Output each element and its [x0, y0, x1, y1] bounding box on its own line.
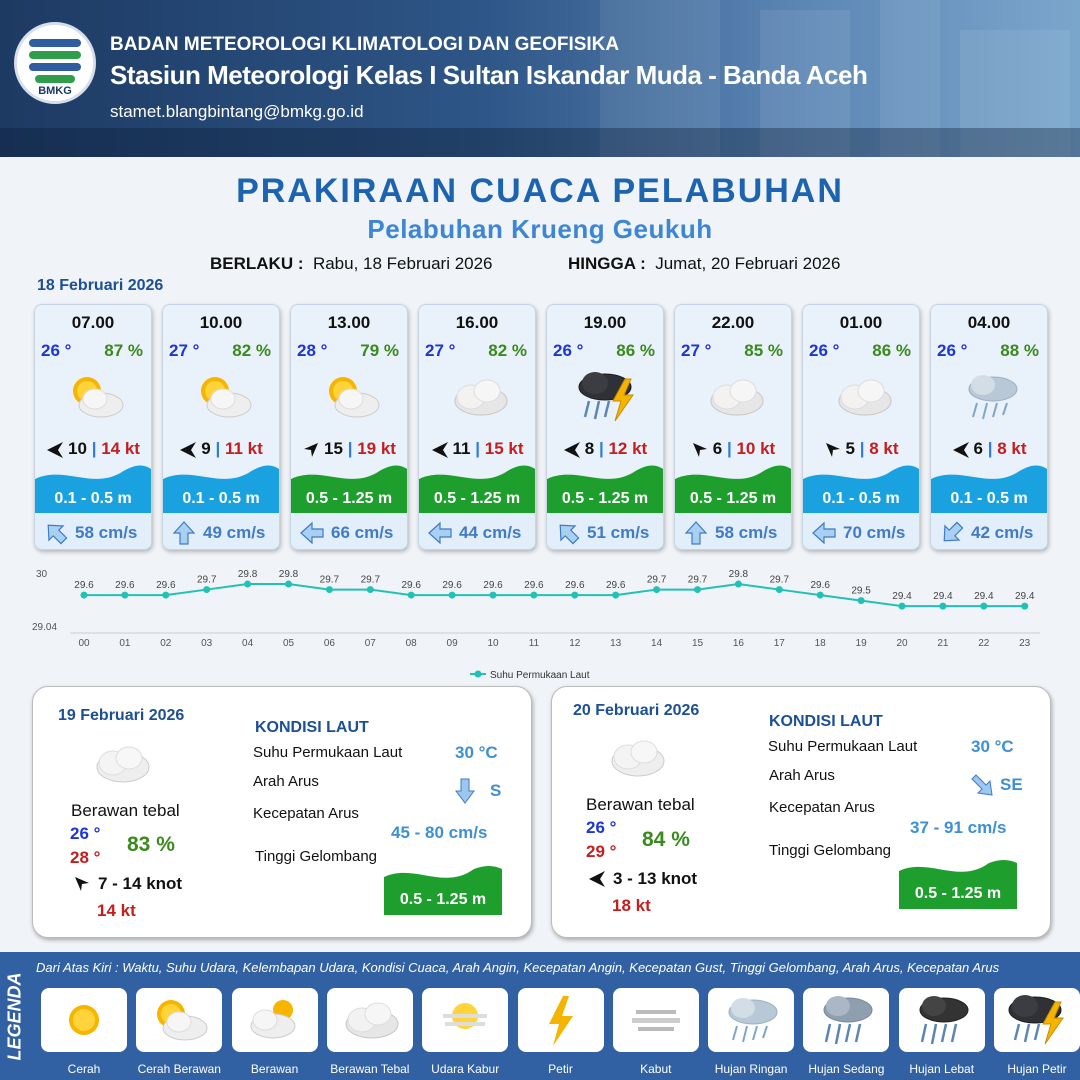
sst-point [817, 592, 824, 599]
legend-item [136, 988, 222, 1052]
x-tick-label: 22 [978, 638, 990, 649]
legend-item [994, 988, 1080, 1052]
card-weather [959, 369, 1023, 425]
card-humidity: 79 % [360, 341, 399, 360]
sst-point [530, 592, 537, 599]
day3-panel [551, 686, 1051, 938]
day3-current-dir: SE [1000, 775, 1023, 794]
legend-item [422, 988, 508, 1052]
partly-cloudy-icon [191, 369, 255, 425]
sunny-icon [52, 992, 116, 1048]
sst-data-label: 29.6 [401, 580, 421, 592]
card-temperature: 27 ° [425, 341, 456, 360]
current-arrow-icon [43, 521, 69, 545]
card-current [803, 513, 919, 550]
separator: | [91, 439, 97, 458]
chart-legend-label: Suhu Permukaan Laut [490, 670, 590, 681]
sst-data-label: 29.4 [974, 591, 994, 603]
current-arrow-icon [555, 521, 581, 545]
day3-wave-label: Tinggi Gelombang [769, 842, 892, 859]
card-current [419, 513, 535, 550]
card-humidity: 88 % [1000, 341, 1039, 360]
sst-point [408, 592, 415, 599]
thunderstorm-icon [1005, 992, 1069, 1048]
x-tick-label: 04 [242, 638, 254, 649]
card-temperature: 28 ° [297, 341, 328, 360]
forecast-card [162, 304, 280, 550]
light-rain-icon [719, 992, 783, 1048]
current-arrow-icon [939, 521, 965, 545]
wind-arrow-icon [73, 875, 91, 893]
card-current [931, 513, 1047, 550]
card-wave-height: 0.1 - 0.5 m [54, 490, 132, 507]
card-time: 19.00 [583, 313, 627, 332]
day3-tmin: 26 ° [586, 818, 617, 837]
legend-item-label: Hujan Ringan [714, 1062, 788, 1076]
wind-gust: 14 kt [101, 439, 140, 458]
separator: | [347, 439, 353, 458]
separator: | [726, 439, 732, 458]
wind-speed: 10 [68, 439, 87, 458]
separator: | [859, 439, 865, 458]
heavy-rain-icon [910, 992, 974, 1048]
header-banner [0, 0, 1080, 157]
legend-item [232, 988, 318, 1052]
card-temperature: 27 ° [169, 341, 200, 360]
card-humidity: 82 % [488, 341, 527, 360]
legend-item [899, 988, 985, 1052]
port-name: Pelabuhan Krueng Geukuh [367, 214, 713, 244]
valid-until: HINGGA : Jumat, 20 Februari 2026 [568, 254, 841, 273]
card-wind [931, 439, 1047, 459]
x-tick-label: 20 [896, 638, 908, 649]
card-wind [547, 439, 663, 459]
card-weather [831, 369, 895, 425]
card-current [163, 513, 279, 550]
x-tick-label: 13 [610, 638, 622, 649]
day3-tmax: 29 ° [586, 842, 617, 861]
card-wave-height: 0.1 - 0.5 m [950, 490, 1028, 507]
wind-speed: 6 [973, 439, 983, 458]
day2-tmax: 28 ° [70, 848, 101, 867]
card-wind [35, 439, 151, 459]
card-temperature: 27 ° [681, 341, 712, 360]
card-wind [419, 439, 535, 459]
sst-point [121, 592, 128, 599]
current-arrow-icon [968, 771, 996, 799]
agency-name: BADAN METEOROLOGI KLIMATOLOGI DAN GEOFISIKA [110, 34, 620, 55]
card-wave-height: 0.5 - 1.25 m [561, 490, 649, 507]
card-time: 16.00 [455, 313, 499, 332]
day2-current-speed: 45 - 80 cm/s [391, 823, 488, 842]
haze-icon [433, 992, 497, 1048]
sst-data-label: 29.8 [237, 569, 258, 581]
card-time: 10.00 [199, 313, 243, 332]
partly-cloudy-icon [147, 992, 211, 1048]
forecast-card [546, 304, 664, 550]
sst-data-label: 29.6 [156, 580, 176, 592]
sst-data-label: 29.6 [605, 580, 626, 592]
sst-point [939, 603, 946, 610]
wind-arrow-icon [691, 441, 709, 459]
card-weather [191, 369, 255, 425]
x-tick-label: 01 [119, 638, 131, 649]
sst-point [899, 603, 906, 610]
sst-point [244, 581, 251, 588]
wind-arrow-icon [302, 441, 320, 459]
thunderstorm-icon [575, 369, 639, 425]
day2-sst-label: Suhu Permukaan Laut [253, 744, 403, 761]
legend-title: LEGENDA [4, 972, 25, 1061]
x-tick-label: 17 [773, 638, 785, 649]
day3-wave: 0.5 - 1.25 m [914, 885, 1002, 902]
moderate-rain-icon [814, 992, 878, 1048]
y-tick-label: 30 [36, 569, 48, 580]
sea-surface-temperature-chart [30, 563, 1060, 683]
separator: | [475, 439, 480, 458]
card-temperature: 26 ° [937, 341, 968, 360]
current-arrow-icon [427, 521, 453, 545]
day2-wind: 7 - 14 knot [98, 874, 183, 893]
wind-arrow-icon [46, 441, 64, 459]
x-tick-label: 09 [446, 638, 458, 649]
wind-gust: 8 kt [997, 439, 1027, 458]
card-weather [575, 369, 639, 425]
x-tick-label: 03 [201, 638, 213, 649]
card-weather [447, 369, 511, 425]
card-wave-height: 0.5 - 1.25 m [433, 490, 521, 507]
x-tick-label: 21 [937, 638, 949, 649]
day2-wave: 0.5 - 1.25 m [399, 891, 487, 908]
current-speed: 58 cm/s [715, 523, 778, 542]
station-email[interactable]: stamet.blangbintang@bmkg.go.id [110, 102, 364, 121]
day3-date: 20 Februari 2026 [573, 702, 700, 719]
x-tick-label: 02 [160, 638, 172, 649]
sst-point [776, 586, 783, 593]
sst-data-label: 29.6 [74, 580, 94, 592]
current-arrow-icon [683, 521, 709, 545]
legend-item [708, 988, 794, 1052]
day2-weather: Berawan tebal [71, 801, 180, 820]
sst-point [694, 586, 701, 593]
sst-data-label: 29.7 [687, 574, 708, 586]
day2-date: 19 Februari 2026 [58, 707, 185, 724]
light-rain-icon [959, 369, 1023, 425]
x-tick-label: 05 [282, 638, 295, 649]
sst-line [84, 584, 1025, 606]
sst-point [449, 592, 456, 599]
sst-point [858, 597, 865, 604]
x-tick-label: 11 [528, 638, 540, 649]
wind-speed: 6 [712, 439, 723, 458]
x-tick-label: 19 [855, 638, 867, 649]
current-speed: 51 cm/s [587, 523, 650, 542]
day3-sst-label: Suhu Permukaan Laut [768, 738, 918, 755]
sst-data-label: 29.8 [728, 569, 749, 581]
card-humidity: 82 % [232, 341, 271, 360]
legend-item [41, 988, 127, 1052]
forecast-card [418, 304, 536, 550]
legend-item-label: Cerah Berawan [137, 1062, 221, 1076]
separator: | [987, 439, 993, 458]
day3-gust: 18 kt [612, 896, 651, 915]
x-tick-label: 08 [405, 638, 417, 649]
sst-data-label: 29.5 [851, 585, 871, 597]
station-name: Stasiun Meteorologi Kelas I Sultan Iskandar Muda - Banda Aceh [110, 60, 868, 90]
legend-item-label: Petir [548, 1062, 573, 1076]
sst-data-label: 29.7 [360, 574, 381, 586]
heavy-cloud-icon [338, 992, 402, 1048]
sst-point [735, 581, 742, 588]
x-tick-label: 07 [364, 638, 376, 649]
day3-humidity: 84 % [642, 828, 690, 851]
sst-data-label: 29.6 [483, 580, 503, 592]
sst-data-label: 29.6 [115, 580, 135, 592]
current-speed: 58 cm/s [75, 523, 138, 542]
sst-point [326, 586, 333, 593]
day2-sea-title: KONDISI LAUT [255, 719, 369, 736]
day2-gust: 14 kt [97, 901, 136, 920]
card-current [675, 513, 791, 550]
legend-note: Dari Atas Kiri : Waktu, Suhu Udara, Kelembapan Udara, Kondisi Cuaca, Arah Angin, Kecepatan Angin, Kecepatan Gust, Tinggi Gelombang, Arah Arus, Kecepatan Arus [36, 960, 1000, 975]
wind-gust: 19 kt [357, 439, 396, 458]
x-tick-label: 00 [78, 638, 90, 649]
forecast-card [34, 304, 152, 550]
wind-arrow-icon [431, 441, 449, 459]
card-wave-height: 0.1 - 0.5 m [822, 490, 900, 507]
x-tick-label: 23 [1019, 638, 1031, 649]
day2-humidity: 83 % [127, 833, 175, 856]
legend [0, 952, 1080, 1080]
card-wind [163, 439, 279, 459]
x-tick-label: 15 [691, 638, 704, 649]
card-current [547, 513, 663, 550]
day2-panel [32, 686, 532, 938]
current-arrow-icon [811, 521, 837, 545]
x-tick-label: 14 [651, 638, 663, 649]
wind-gust: 11 kt [224, 439, 263, 458]
page-title: PRAKIRAAN CUACA PELABUHAN [236, 172, 844, 210]
day3-wave-box [899, 859, 1017, 909]
heavy-cloud-icon [91, 739, 155, 789]
legend-item [613, 988, 699, 1052]
current-arrow-icon [171, 521, 197, 545]
card-wind [803, 439, 919, 459]
card-time: 04.00 [967, 313, 1011, 332]
sst-data-label: 29.8 [278, 569, 299, 581]
day3-sea-title: KONDISI LAUT [769, 713, 883, 730]
card-wind [675, 439, 791, 459]
heavy-cloud-icon [606, 733, 670, 783]
sst-data-label: 29.6 [524, 580, 544, 592]
card-temperature: 26 ° [553, 341, 584, 360]
sst-point [285, 581, 292, 588]
wind-gust: 12 kt [608, 439, 648, 458]
legend-item-label: Hujan Petir [1007, 1062, 1067, 1076]
wind-arrow-icon [952, 441, 970, 459]
day2-wave-label: Tinggi Gelombang [255, 848, 378, 865]
heavy-cloud-icon [447, 369, 511, 425]
current-speed: 49 cm/s [203, 523, 266, 542]
card-wave-height: 0.5 - 1.25 m [689, 490, 777, 507]
sst-point [980, 603, 987, 610]
valid-from: BERLAKU : Rabu, 18 Februari 2026 [210, 254, 493, 273]
heavy-cloud-icon [703, 369, 767, 425]
x-tick-label: 18 [814, 638, 826, 649]
legend-item-label: Berawan Tebal [330, 1062, 410, 1076]
sst-data-label: 29.7 [646, 574, 667, 586]
card-time: 22.00 [711, 313, 755, 332]
sst-data-label: 29.6 [810, 580, 830, 592]
sst-data-label: 29.7 [769, 574, 790, 586]
day2-speed-label: Kecepatan Arus [253, 805, 359, 822]
wind-speed: 15 [324, 439, 343, 458]
x-tick-label: 10 [487, 638, 499, 649]
sst-point [367, 586, 374, 593]
separator: | [598, 439, 604, 458]
legend-item-label: Hujan Sedang [808, 1062, 885, 1076]
logo-text: BMKG [38, 85, 72, 97]
legend-item-label: Cerah [67, 1062, 101, 1076]
wind-speed: 5 [845, 439, 855, 458]
sst-point [81, 592, 88, 599]
card-time: 01.00 [839, 313, 883, 332]
card-humidity: 85 % [744, 341, 783, 360]
day2-dir-label: Arah Arus [253, 773, 319, 790]
forecast-card [674, 304, 792, 550]
wind-speed: 8 [584, 439, 595, 458]
day3-current-speed: 37 - 91 cm/s [910, 818, 1007, 837]
wind-arrow-icon [588, 870, 606, 888]
current-arrow-icon [299, 521, 325, 545]
sst-data-label: 29.7 [196, 574, 217, 586]
wind-arrow-icon [824, 441, 842, 459]
card-weather [703, 369, 767, 425]
card-wave-height: 0.1 - 0.5 m [182, 490, 260, 507]
sst-point [1021, 603, 1028, 610]
card-temperature: 26 ° [41, 341, 72, 360]
partly-cloudy-icon [319, 369, 383, 425]
card-time: 13.00 [327, 313, 371, 332]
forecast-card [290, 304, 408, 550]
card-weather [63, 369, 127, 425]
fog-icon [624, 992, 688, 1048]
separator: | [215, 439, 221, 458]
sst-data-label: 29.6 [565, 580, 585, 592]
day3-weather: Berawan tebal [586, 795, 695, 814]
card-humidity: 86 % [872, 341, 911, 360]
sst-data-label: 29.4 [1014, 591, 1035, 603]
sst-point [653, 586, 660, 593]
day3-wind: 3 - 13 knot [613, 869, 698, 888]
card-temperature: 26 ° [809, 341, 840, 360]
legend-item-label: Kabut [640, 1062, 672, 1076]
card-weather [319, 369, 383, 425]
sst-point [162, 592, 169, 599]
day2-current-dir: S [490, 781, 502, 800]
day2-sst: 30 °C [455, 743, 498, 762]
current-speed: 66 cm/s [331, 523, 394, 542]
x-tick-label: 06 [323, 638, 335, 649]
sst-point [571, 592, 578, 599]
wind-speed: 9 [201, 439, 211, 458]
day3-dir-label: Arah Arus [769, 767, 835, 784]
card-current [291, 513, 407, 550]
cloudy-icon [243, 992, 307, 1048]
legend-item-label: Berawan [250, 1062, 299, 1076]
legend-item [327, 988, 413, 1052]
bmkg-logo [14, 22, 96, 104]
wind-arrow-icon [179, 441, 197, 459]
partly-cloudy-icon [63, 369, 127, 425]
sst-data-label: 29.4 [933, 591, 953, 603]
sst-data-label: 29.4 [892, 591, 912, 603]
day3-sst: 30 °C [971, 737, 1014, 756]
day1-date: 18 Februari 2026 [37, 277, 164, 294]
legend-item-label: Hujan Lebat [909, 1062, 975, 1076]
card-humidity: 87 % [104, 341, 143, 360]
wind-gust: 15 kt [484, 439, 524, 458]
forecast-card [930, 304, 1048, 550]
forecast-card [802, 304, 920, 550]
wind-gust: 10 kt [736, 439, 776, 458]
sst-data-label: 29.6 [442, 580, 462, 592]
card-wind [291, 439, 407, 459]
wind-speed: 11 [452, 439, 471, 458]
wind-arrow-icon [563, 441, 581, 459]
lightning-icon [529, 992, 593, 1048]
day2-tmin: 26 ° [70, 824, 101, 843]
heavy-cloud-icon [831, 369, 895, 425]
current-speed: 42 cm/s [971, 523, 1034, 542]
sst-point [490, 592, 497, 599]
current-speed: 70 cm/s [843, 523, 906, 542]
y-tick-label: 29.04 [32, 622, 58, 633]
sst-point [612, 592, 619, 599]
card-current [35, 513, 151, 550]
sst-data-label: 29.7 [319, 574, 340, 586]
x-tick-label: 16 [732, 638, 744, 649]
x-tick-label: 12 [569, 638, 581, 649]
legend-item [803, 988, 889, 1052]
card-humidity: 86 % [616, 341, 655, 360]
legend-swatch-dot [475, 671, 482, 678]
legend-item-label: Udara Kabur [431, 1062, 500, 1076]
wind-gust: 8 kt [869, 439, 899, 458]
current-speed: 44 cm/s [459, 523, 522, 542]
day3-speed-label: Kecepatan Arus [769, 799, 875, 816]
card-wave-height: 0.5 - 1.25 m [305, 490, 393, 507]
day2-wave-box [384, 865, 502, 915]
legend-item [518, 988, 604, 1052]
sst-point [203, 586, 210, 593]
card-time: 07.00 [71, 313, 115, 332]
current-arrow-icon [455, 777, 475, 805]
